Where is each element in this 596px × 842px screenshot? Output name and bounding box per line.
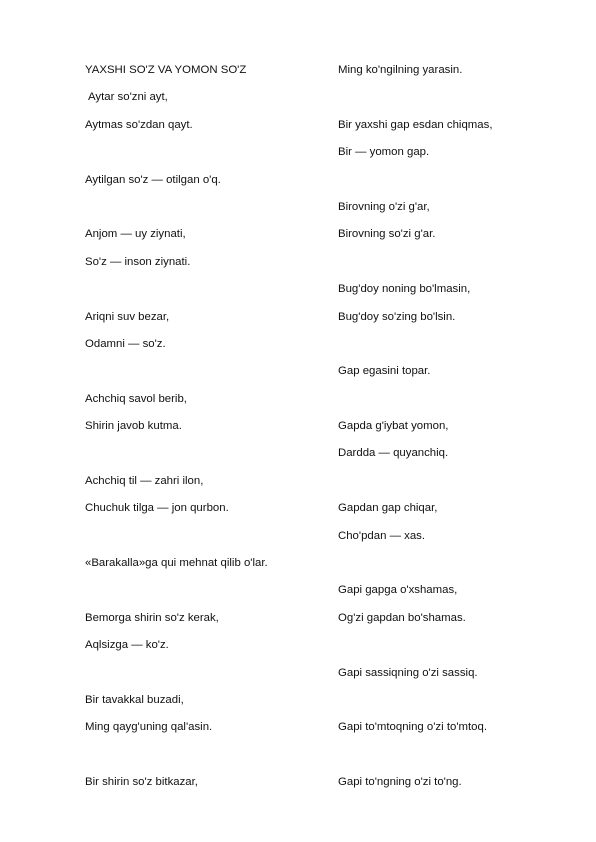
left-text-line: Aytar so'zni ayt, bbox=[88, 91, 168, 104]
left-blank-line bbox=[85, 660, 320, 687]
right-text-line: Ming ko'ngilning yarasin. bbox=[338, 64, 463, 76]
left-text-line: Aqlsizga — ko'z. bbox=[85, 639, 169, 652]
left-text-line: Ming qayg'uning qal'asin. bbox=[85, 721, 213, 734]
left-blank-line bbox=[85, 276, 320, 303]
left-blank-line bbox=[85, 440, 320, 467]
left-text-line: Chuchuk tilga — jon qurbon. bbox=[85, 502, 229, 515]
left-text-line: Aytilgan so'z — otilgan o'q. bbox=[85, 173, 221, 186]
right-text-line: Bir — yomon gap. bbox=[338, 146, 430, 159]
right-blank-line bbox=[338, 468, 578, 495]
right-text-line: Gapda g'iybat yomon, bbox=[338, 420, 449, 433]
left-text-line: Bir shirin so'z bitkazar, bbox=[85, 776, 198, 789]
right-blank-line bbox=[338, 687, 578, 714]
left-text-column bbox=[85, 57, 320, 797]
left-text-line: Bemorga shirin so'z kerak, bbox=[85, 611, 219, 624]
right-text-line: Bir yaxshi gap esdan chiqmas, bbox=[338, 118, 493, 131]
right-blank-line bbox=[338, 550, 578, 577]
left-text-line: «Barakalla»ga qui mehnat qilib o'lar. bbox=[85, 557, 268, 570]
left-blank-line bbox=[85, 139, 320, 166]
left-blank-line bbox=[85, 742, 320, 769]
left-blank-line bbox=[85, 577, 320, 604]
right-text-line: Gapi sassiqning o'zi sassiq. bbox=[338, 666, 478, 679]
right-text-line: Gap egasini topar. bbox=[338, 365, 431, 378]
left-text-line: Anjom — uy ziynati, bbox=[85, 228, 186, 241]
right-text-column bbox=[338, 57, 578, 797]
right-text-line: Og'zi gapdan bo'shamas. bbox=[338, 611, 466, 624]
left-text-line: So'z — inson ziynati. bbox=[85, 255, 191, 268]
right-blank-line bbox=[338, 386, 578, 413]
right-text-line: Bug'doy so'zing bo'lsin. bbox=[338, 310, 456, 323]
left-text-line: Aytmas so'zdan qayt. bbox=[85, 118, 193, 131]
right-text-line: Birovning so'zi g'ar. bbox=[338, 228, 436, 241]
right-text-line: Gapi to'ngning o'zi to'ng. bbox=[338, 776, 462, 789]
left-text-line: YAXSHI SO'Z VA YOMON SO'Z bbox=[85, 64, 247, 76]
left-text-line: Achchiq savol berib, bbox=[85, 392, 187, 405]
left-text-line: Odamni — so'z. bbox=[85, 337, 166, 350]
right-text-line: Bug'doy noning bo'lmasin, bbox=[338, 283, 471, 296]
left-blank-line bbox=[85, 523, 320, 550]
left-text-line: Bir tavakkal buzadi, bbox=[85, 693, 184, 706]
left-text-line: Achchiq til — zahri ilon, bbox=[85, 474, 204, 487]
right-blank-line bbox=[338, 632, 578, 659]
left-blank-line bbox=[85, 194, 320, 221]
right-text-line: Gapdan gap chiqar, bbox=[338, 502, 438, 515]
right-text-line: Dardda — quyanchiq. bbox=[338, 447, 449, 460]
right-text-line: Birovning o'zi g'ar, bbox=[338, 200, 430, 213]
right-blank-line bbox=[338, 167, 578, 194]
right-blank-line bbox=[338, 742, 578, 769]
right-text-line: Gapi gapga o'xshamas, bbox=[338, 584, 458, 597]
right-blank-line bbox=[338, 249, 578, 276]
left-text-line: Shirin javob kutma. bbox=[85, 420, 182, 433]
right-blank-line bbox=[338, 84, 578, 111]
right-blank-line bbox=[338, 331, 578, 358]
left-blank-line bbox=[85, 358, 320, 385]
right-text-line: Gapi to'mtoqning o'zi to'mtoq. bbox=[338, 721, 487, 734]
right-text-line: Cho'pdan — xas. bbox=[338, 529, 426, 542]
left-text-line: Ariqni suv bezar, bbox=[85, 310, 170, 323]
